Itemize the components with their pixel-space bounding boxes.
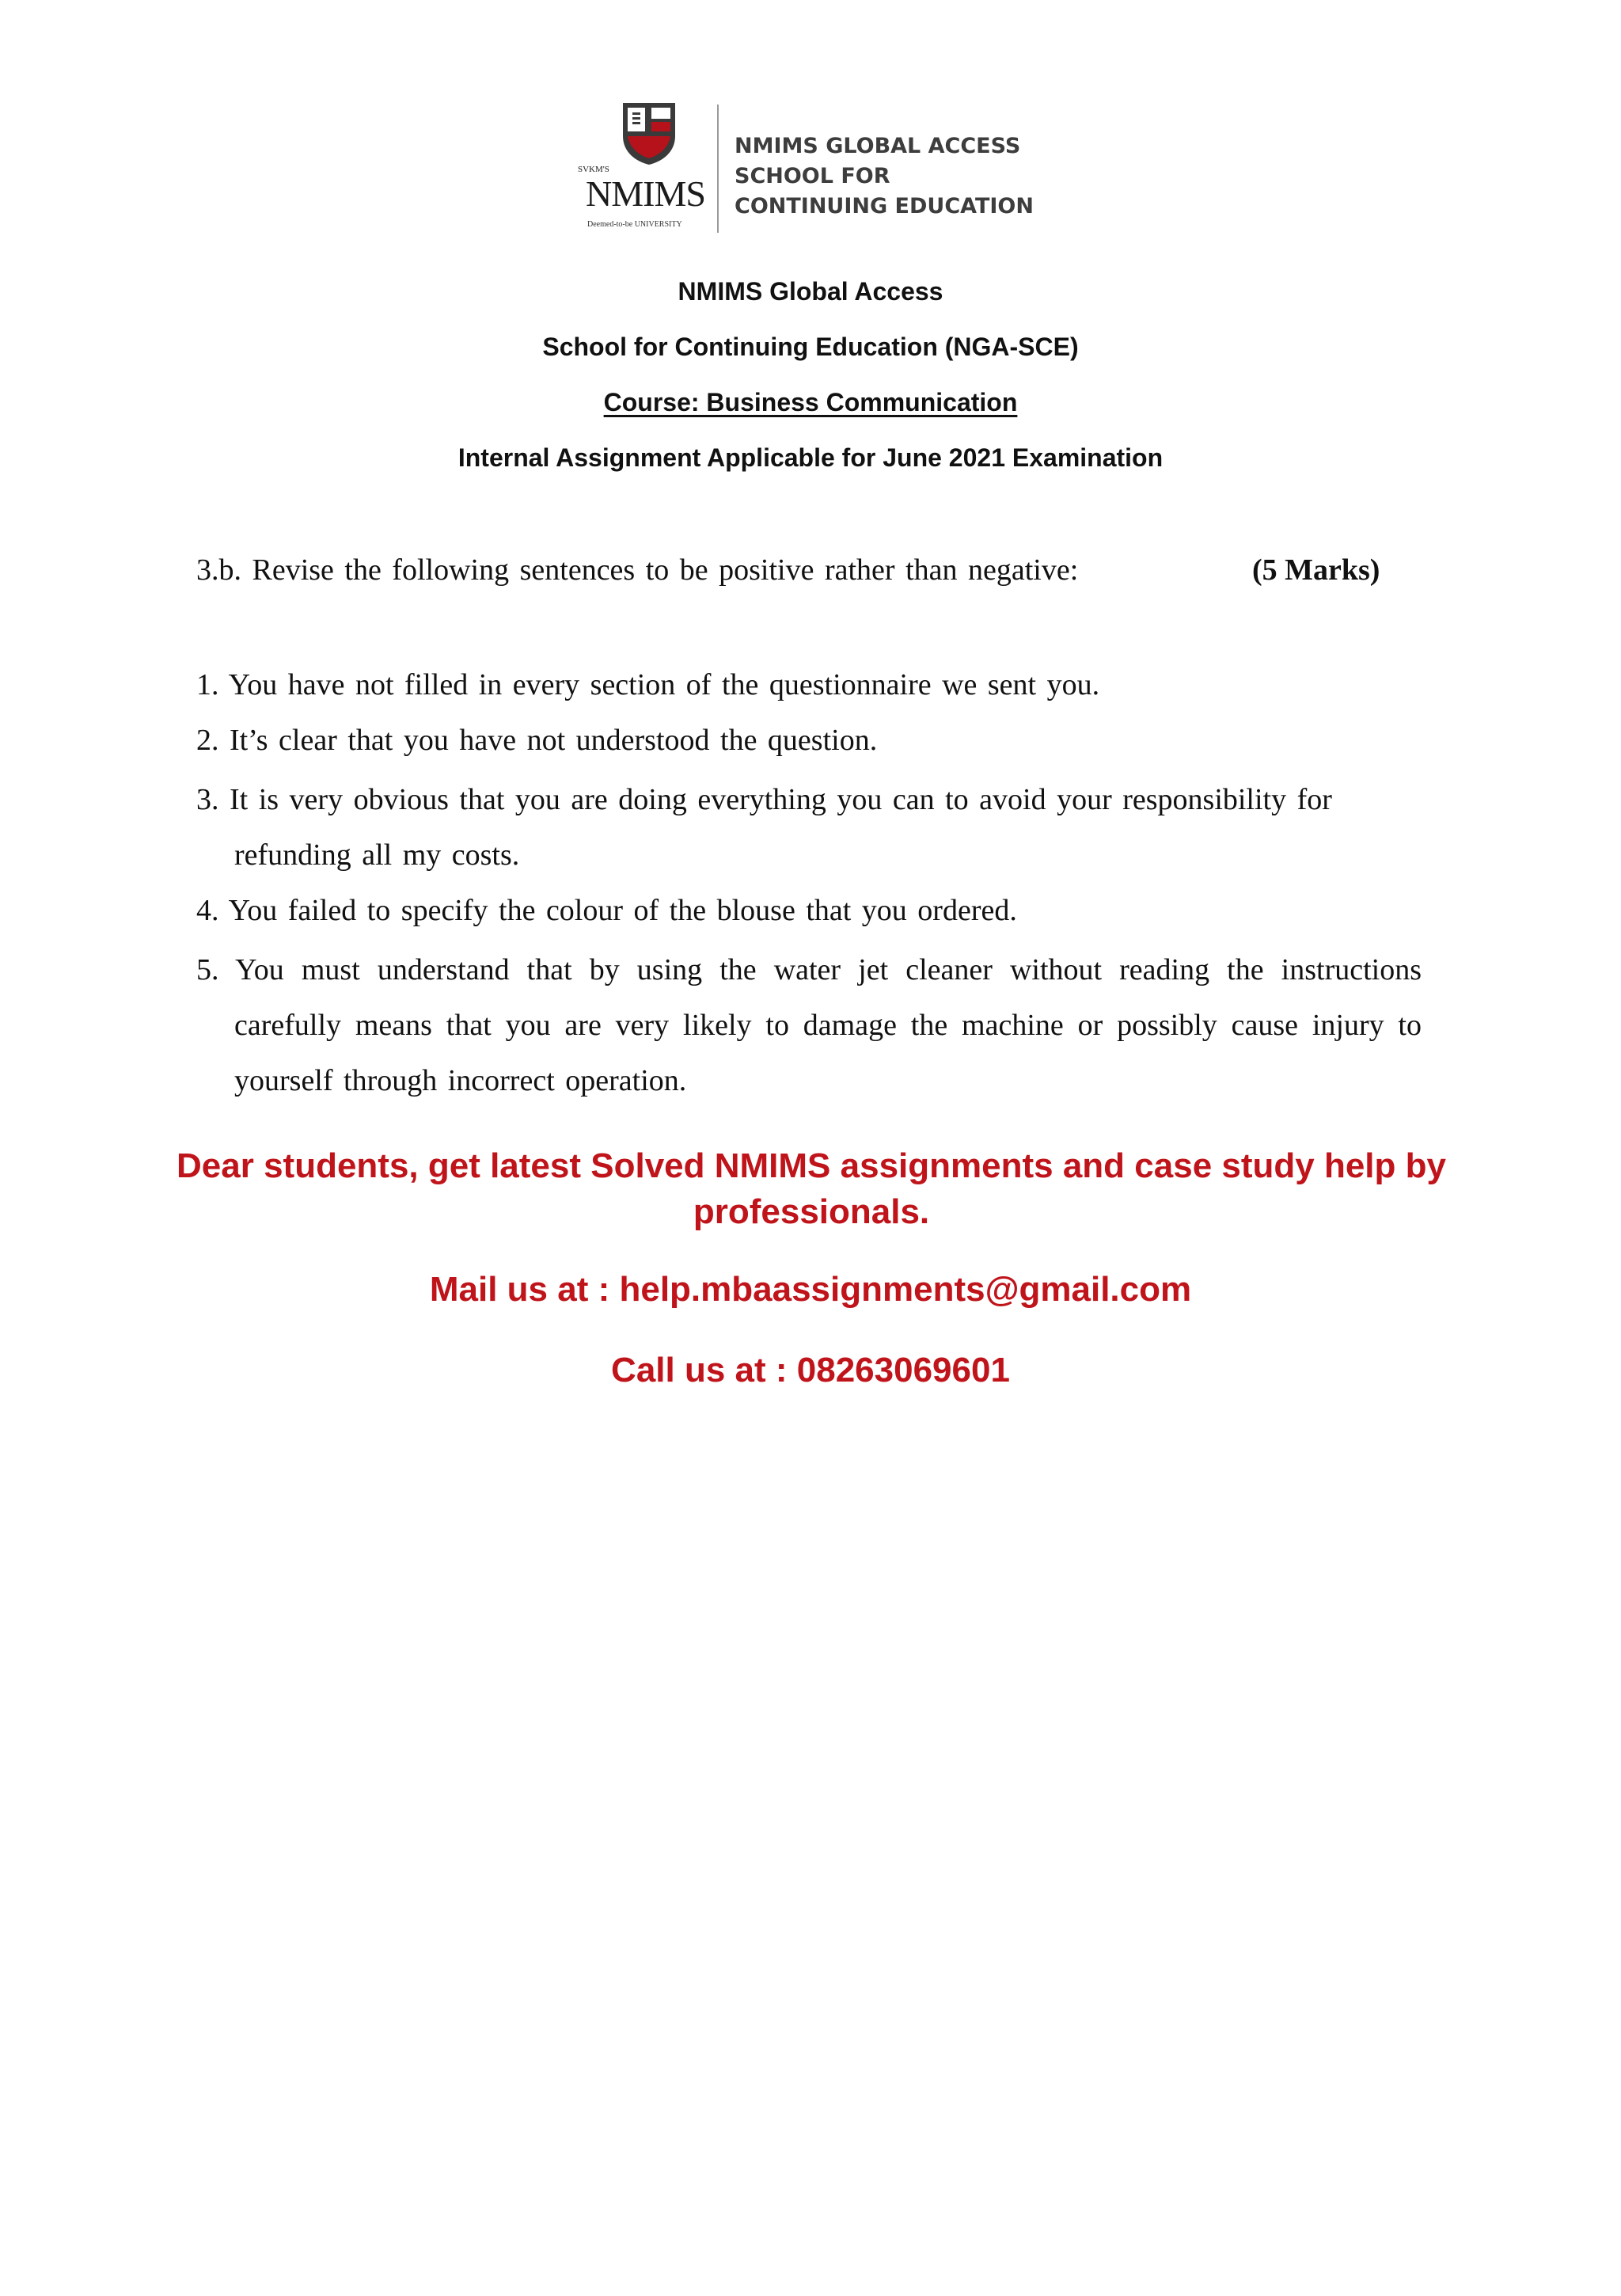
logo-line-3: CONTINUING EDUCATION — [735, 194, 1034, 219]
list-item: 1. You have not filled in every section of the questionnaire we sent you. — [196, 668, 1100, 701]
logo-wordmark: NMIMS — [586, 173, 705, 214]
logo-university-text: Deemed-to-be UNIVERSITY — [587, 220, 682, 229]
promo-mail: Mail us at : help.mbaassignments@gmail.com — [429, 1270, 1192, 1309]
logo-line-1: NMIMS GLOBAL ACCESS — [735, 134, 1021, 158]
logo-emblem — [578, 101, 704, 238]
logo-svkm-text: SVKM'S — [578, 165, 609, 174]
logo-divider — [717, 105, 719, 233]
school-title: School for Continuing Education (NGA-SCE) — [542, 333, 1079, 361]
assignment-applicability: Internal Assignment Applicable for June 2021 Examination — [457, 443, 1164, 472]
list-item: 2. It’s clear that you have not understood the question. — [196, 724, 878, 757]
logo-school-name — [735, 131, 1034, 222]
shield-icon — [621, 101, 677, 166]
list-item: 5. You must understand that by using the water jet cleaner without reading the instructions carefully means that you are very likely to damage the machine or possibly cause injury to yourself through incorrect operation. — [196, 953, 1422, 1097]
institution-title: NMIMS Global Access — [678, 277, 943, 306]
list-item: 4. You failed to specify the colour of the blouse that you ordered. — [196, 894, 1017, 927]
question-marks: (5 Marks) — [1252, 553, 1380, 587]
nmims-logo — [578, 101, 1034, 244]
promo-headline: Dear students, get latest Solved NMIMS assignments and case study help by professionals. — [177, 1146, 1446, 1231]
question-prompt: 3.b. Revise the following sentences to be positive rather than negative: — [196, 553, 1079, 587]
logo-line-2: SCHOOL FOR — [735, 164, 890, 188]
promo-call: Call us at : 08263069601 — [611, 1351, 1010, 1389]
list-item: 3. It is very obvious that you are doing everything you can to avoid your responsibility for refunding all my costs. — [196, 783, 1332, 872]
course-title: Course: Business Communication — [603, 388, 1018, 416]
